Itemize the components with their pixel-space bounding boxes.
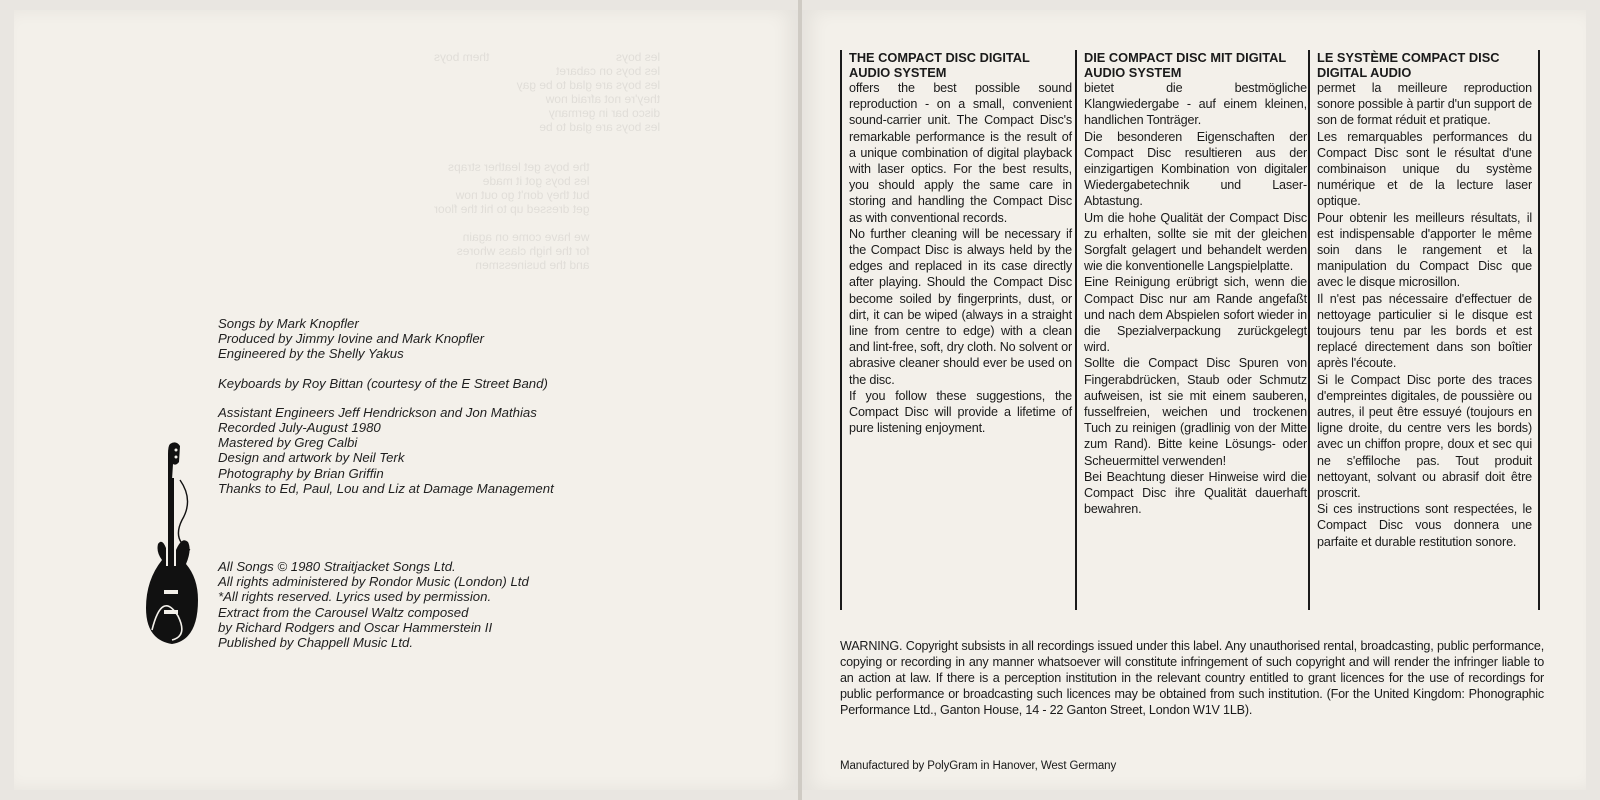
- credit-line: Design and artwork by Neil Terk: [218, 450, 405, 466]
- paragraph: offers the best possible sound reproduction - on a small, convenient sound-carrier unit. The Compact Disc's remarkable performance is the result of a unique combination of digital playback with laser optics. For the best results, you should apply the same care in storing and handling the Compact Disc as with conventional records.: [849, 81, 1072, 225]
- dire-straits-guitar-logo: [132, 440, 212, 660]
- paragraph: Il n'est pas nécessaire d'effectuer de nettoyage particulier si le disque est toujours tenu par les bords et est replacé directement dans son boîtier après l'écoute.: [1317, 291, 1532, 371]
- credit-line: Thanks to Ed, Paul, Lou and Liz at Damage Management: [218, 480, 554, 496]
- credit-line: Engineered by the Shelly Yakus: [218, 346, 404, 362]
- paragraph: Les remarquables performances du Compact Disc sont le résultat d'une combinaison unique du système numérique et de la lecture laser optique.: [1317, 129, 1532, 209]
- column-title: THE COMPACT DISC DIGITAL AUDIO SYSTEM: [849, 50, 1030, 80]
- paragraph: No further cleaning will be necessary if the Compact Disc is always held by the edges and replaced in its case directly after playing. Should the Compact Disc become soiled by fingerprints, dust, or dirt, it can be wiped (always in a straight line from centre to edge) with a clean and lint-free, soft, dry cloth. No solvent or abrasive cleaner should ever be used on the disc.: [849, 226, 1072, 387]
- credits-block: [218, 316, 638, 496]
- credit-line: Mastered by Greg Calbi: [218, 435, 358, 451]
- credit-line: Produced by Jimmy Iovine and Mark Knopfler: [218, 331, 485, 347]
- right-page: [802, 10, 1586, 790]
- keyboards-credit: Keyboards by Roy Bittan (courtesy of the E Street Band): [218, 375, 548, 391]
- paragraph: Um die hohe Qualität der Compact Disc zu erhalten, sollte sie mit der gleichen Sorgfalt gelagert und behandelt werden wie die konventionelle Langspielplatte.: [1084, 210, 1307, 274]
- paragraph: Die besonderen Eigenschaften der Compact Disc resultieren aus der einzigartigen Kombination von digitaler Wiedergabetechnik und Laser-Abtastung.: [1084, 129, 1307, 209]
- column-french: [1308, 50, 1540, 610]
- copyright-line: All Songs © 1980 Straitjacket Songs Ltd.: [218, 559, 456, 574]
- cd-care-columns: [840, 50, 1540, 610]
- credit-line: Photography by Brian Griffin: [218, 465, 384, 481]
- copyright-line: Extract from the Carousel Waltz composed: [218, 604, 469, 620]
- paragraph: If you follow these suggestions, the Compact Disc will provide a lifetime of pure listening enjoyment.: [849, 388, 1072, 436]
- credit-line: Assistant Engineers Jeff Hendrickson and Jon Mathias: [218, 404, 537, 420]
- paragraph: bietet die bestmögliche Klangwiedergabe - auf einem kleinen, handlichen Tonträger.: [1084, 81, 1307, 128]
- paragraph: Sollte die Compact Disc Spuren von Fingerabdrücken, Staub oder Schmutz aufweisen, ist sie mit einem sauberen, fusselfreien, weichen und trockenen Tuch zu reinigen (gradlinig von der Mitte zum Rand). Bitte keine Lösungs- oder Scheuermittel verwenden!: [1084, 356, 1307, 468]
- column-german: [1075, 50, 1307, 610]
- column-title: DIE COMPACT DISC MIT DIGITAL AUDIO SYSTEM: [1084, 50, 1287, 80]
- left-page: [14, 10, 798, 790]
- copyright-line: All rights administered by Rondor Music (London) Ltd: [218, 574, 529, 590]
- paragraph: Si ces instructions sont respectées, le Compact Disc vous donnera une parfaite et durable restitution sonore.: [1317, 502, 1532, 549]
- paragraph: Eine Reinigung erübrigt sich, wenn die Compact Disc nur am Rande angefaßt und nach dem Abspielen sofort wieder in die Spezialverpackung zurückgelegt wird.: [1084, 275, 1307, 355]
- copyright-line: Published by Chappell Music Ltd.: [218, 635, 413, 651]
- paragraph: Pour obtenir les meilleurs résultats, il est indispensable d'apporter le même soin dans le rangement et la manipulation du Compact Disc que avec le disque microsillon.: [1317, 210, 1532, 290]
- show-through-text: les boys them boys les boys on cabaret les boys are glad to be gay they're not afraid now disco bar in germany les boys are glad to be: [434, 50, 661, 134]
- copyright-line: *All rights reserved. Lyrics used by permission.: [218, 589, 492, 605]
- manufacturer-note: Manufactured by PolyGram in Hanover, West Germany: [840, 760, 1117, 772]
- credit-line: Recorded July-August 1980: [218, 420, 381, 436]
- column-english: [840, 50, 1072, 610]
- copyright-warning: WARNING. Copyright subsists in all recordings issued under this label. Any unauthorised rental, broadcasting, public performance, copying or recording in any manner whatsoever will constitute infringement of such copyright and will render the infringer liable to an action at law. If there is a perception institution in the relevant country entitled to grant licences for the use of recordings for public performance or broadcasting such licences may be obtained from such institution. (For the United Kingdom: Phonographic Performance Ltd., Ganton House, 14 - 22 Ganton Street, London W1V 1LB).: [840, 639, 1544, 717]
- paragraph: Bei Beachtung dieser Hinweise wird die Compact Disc ihre Qualität dauerhaft bewahren.: [1084, 469, 1307, 517]
- copyright-line: by Richard Rodgers and Oscar Hammerstein II: [218, 619, 493, 635]
- show-through-text: the boys get leather straps les boys got it made but they don't go out now get dressed up to hit the floor we have come on again for the high class whores and the businessmen: [434, 160, 590, 272]
- copyright-block: [218, 559, 638, 650]
- column-title: LE SYSTÈME COMPACT DISC DIGITAL AUDIO: [1317, 50, 1500, 80]
- credit-line: Songs by Mark Knopfler: [218, 316, 359, 331]
- paragraph: permet la meilleure reproduction sonore possible à partir d'un support de son de format réduit et pratique.: [1317, 81, 1532, 128]
- paragraph: Si le Compact Disc porte des traces d'empreintes digitales, de poussière ou autres, il peut être essuyé (toujours en ligne droite, du centre vers les bords) avec un chiffon propre, doux et sec qui ne s'effiloche pas. Tout produit nettoyant, solvant ou abrasif doit être proscrit.: [1317, 372, 1532, 501]
